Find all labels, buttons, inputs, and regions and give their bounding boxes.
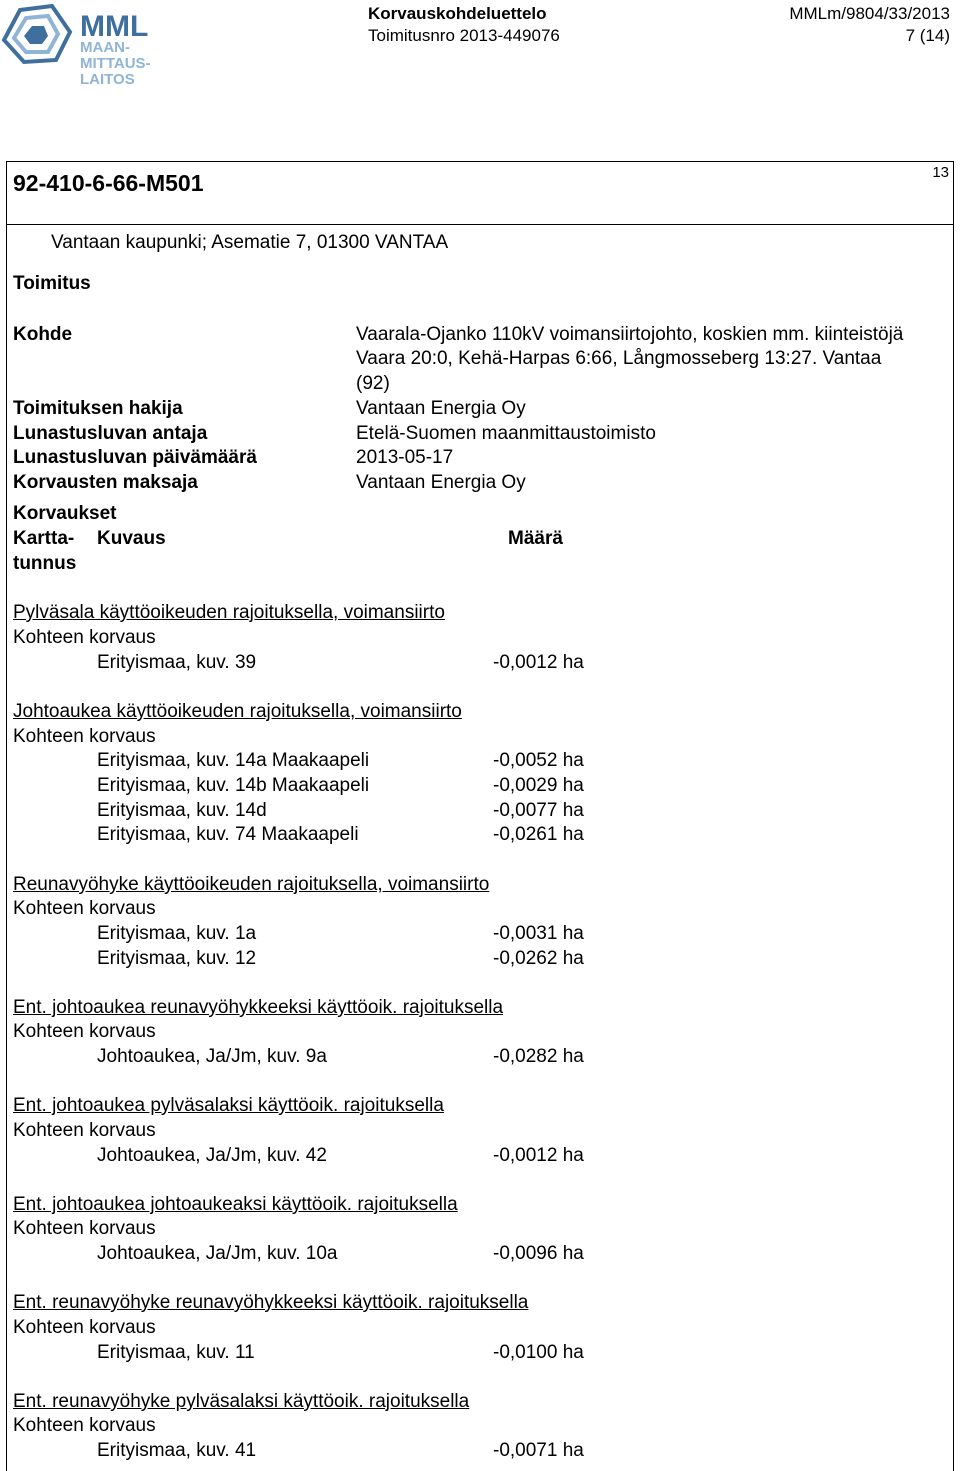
document-reference: MMLm/9804/33/2013 bbox=[789, 4, 950, 23]
row-description: Erityismaa, kuv. 39 bbox=[97, 652, 257, 673]
svg-text:LAITOS: LAITOS bbox=[80, 71, 135, 88]
paivamaara-label: Lunastusluvan päivämäärä bbox=[13, 447, 257, 468]
group-title: Ent. johtoaukea pylväsalaksi käyttöoik. rajoituksella bbox=[13, 1095, 444, 1116]
group-subtitle: Kohteen korvaus bbox=[13, 1415, 156, 1436]
page-header bbox=[0, 0, 960, 160]
group-subtitle: Kohteen korvaus bbox=[13, 1218, 156, 1239]
col-kartta-line2: tunnus bbox=[13, 553, 77, 574]
group-title: Ent. johtoaukea reunavyöhykkeeksi käyttöoik. rajoituksella bbox=[13, 997, 504, 1018]
record-box bbox=[6, 161, 954, 1471]
group-title: Ent. johtoaukea johtoaukeaksi käyttöoik. rajoituksella bbox=[13, 1194, 458, 1215]
hakija-value: Vantaan Energia Oy bbox=[356, 398, 526, 419]
row-amount: -0,0077 ha bbox=[493, 800, 584, 821]
row-description: Erityismaa, kuv. 74 Maakaapeli bbox=[97, 824, 359, 845]
row-description: Johtoaukea, Ja/Jm, kuv. 10a bbox=[97, 1243, 338, 1264]
group-title: Pylväsala käyttöoikeuden rajoituksella, voimansiirto bbox=[13, 602, 445, 623]
group-subtitle: Kohteen korvaus bbox=[13, 898, 156, 919]
maksaja-label: Korvausten maksaja bbox=[13, 472, 198, 493]
mml-logo bbox=[0, 2, 160, 90]
kohde-label: Kohde bbox=[13, 324, 73, 345]
row-description: Johtoaukea, Ja/Jm, kuv. 42 bbox=[97, 1145, 327, 1166]
logo-emblem-icon bbox=[4, 6, 70, 62]
antaja-value: Etelä-Suomen maanmittaustoimisto bbox=[356, 423, 656, 444]
row-description: Johtoaukea, Ja/Jm, kuv. 9a bbox=[97, 1046, 327, 1067]
row-description: Erityismaa, kuv. 12 bbox=[97, 948, 257, 969]
row-amount: -0,0012 ha bbox=[493, 1145, 584, 1166]
group-title: Ent. reunavyöhyke reunavyöhykkeeksi käyttöoik. rajoituksella bbox=[13, 1292, 529, 1313]
group-title: Johtoaukea käyttöoikeuden rajoituksella, voimansiirto bbox=[13, 701, 462, 722]
row-amount: -0,0262 ha bbox=[493, 948, 584, 969]
kohde-value-line3: (92) bbox=[356, 373, 390, 394]
korvaukset-heading: Korvaukset bbox=[13, 503, 117, 524]
group-subtitle: Kohteen korvaus bbox=[13, 1317, 156, 1338]
row-amount: -0,0096 ha bbox=[493, 1243, 584, 1264]
kohde-value-line1: Vaarala-Ojanko 110kV voimansiirtojohto, koskien mm. kiinteistöjä bbox=[356, 324, 904, 345]
group-subtitle: Kohteen korvaus bbox=[13, 1021, 156, 1042]
order-number: 13 bbox=[932, 164, 949, 181]
row-description: Erityismaa, kuv. 14d bbox=[97, 800, 267, 821]
row-description: Erityismaa, kuv. 14b Maakaapeli bbox=[97, 775, 370, 796]
row-description: Erityismaa, kuv. 41 bbox=[97, 1440, 257, 1461]
group-subtitle: Kohteen korvaus bbox=[13, 726, 156, 747]
maksaja-value: Vantaan Energia Oy bbox=[356, 472, 526, 493]
hakija-label: Toimituksen hakija bbox=[13, 398, 183, 419]
record-header bbox=[7, 162, 953, 225]
row-description: Erityismaa, kuv. 1a bbox=[97, 923, 257, 944]
row-amount: -0,0029 ha bbox=[493, 775, 584, 796]
row-description: Erityismaa, kuv. 11 bbox=[97, 1342, 255, 1363]
antaja-label: Lunastusluvan antaja bbox=[13, 423, 208, 444]
kohde-value-line2: Vaara 20:0, Kehä-Harpas 6:66, Långmosseberg 13:27. Vantaa bbox=[356, 348, 882, 369]
paivamaara-value: 2013-05-17 bbox=[356, 447, 454, 468]
svg-text:MML: MML bbox=[80, 10, 149, 43]
row-amount: -0,0052 ha bbox=[493, 750, 584, 771]
group-title: Ent. reunavyöhyke pylväsalaksi käyttöoik. rajoituksella bbox=[13, 1391, 470, 1412]
svg-text:MITTAUS-: MITTAUS- bbox=[80, 55, 151, 72]
col-kuvaus: Kuvaus bbox=[97, 528, 166, 549]
col-maara: Määrä bbox=[508, 528, 563, 549]
owner-address: Vantaan kaupunki; Asematie 7, 01300 VANTAA bbox=[51, 232, 449, 253]
group-subtitle: Kohteen korvaus bbox=[13, 627, 156, 648]
group-subtitle: Kohteen korvaus bbox=[13, 1120, 156, 1141]
col-kartta-line1: Kartta- bbox=[13, 528, 75, 549]
group-title: Reunavyöhyke käyttöoikeuden rajoituksella, voimansiirto bbox=[13, 874, 490, 895]
row-amount: -0,0071 ha bbox=[493, 1440, 584, 1461]
document-subtitle: Toimitusnro 2013-449076 bbox=[368, 26, 560, 45]
row-amount: -0,0261 ha bbox=[493, 824, 584, 845]
row-amount: -0,0282 ha bbox=[493, 1046, 584, 1067]
row-amount: -0,0012 ha bbox=[493, 652, 584, 673]
row-description: Erityismaa, kuv. 14a Maakaapeli bbox=[97, 750, 370, 771]
property-id: 92-410-6-66-M501 bbox=[13, 170, 204, 196]
document-title: Korvauskohdeluettelo bbox=[368, 4, 547, 23]
svg-text:MAAN-: MAAN- bbox=[80, 39, 130, 56]
row-amount: -0,0100 ha bbox=[493, 1342, 584, 1363]
page-number: 7 (14) bbox=[905, 26, 950, 45]
toimitus-label: Toimitus bbox=[13, 273, 91, 294]
row-amount: -0,0031 ha bbox=[493, 923, 584, 944]
